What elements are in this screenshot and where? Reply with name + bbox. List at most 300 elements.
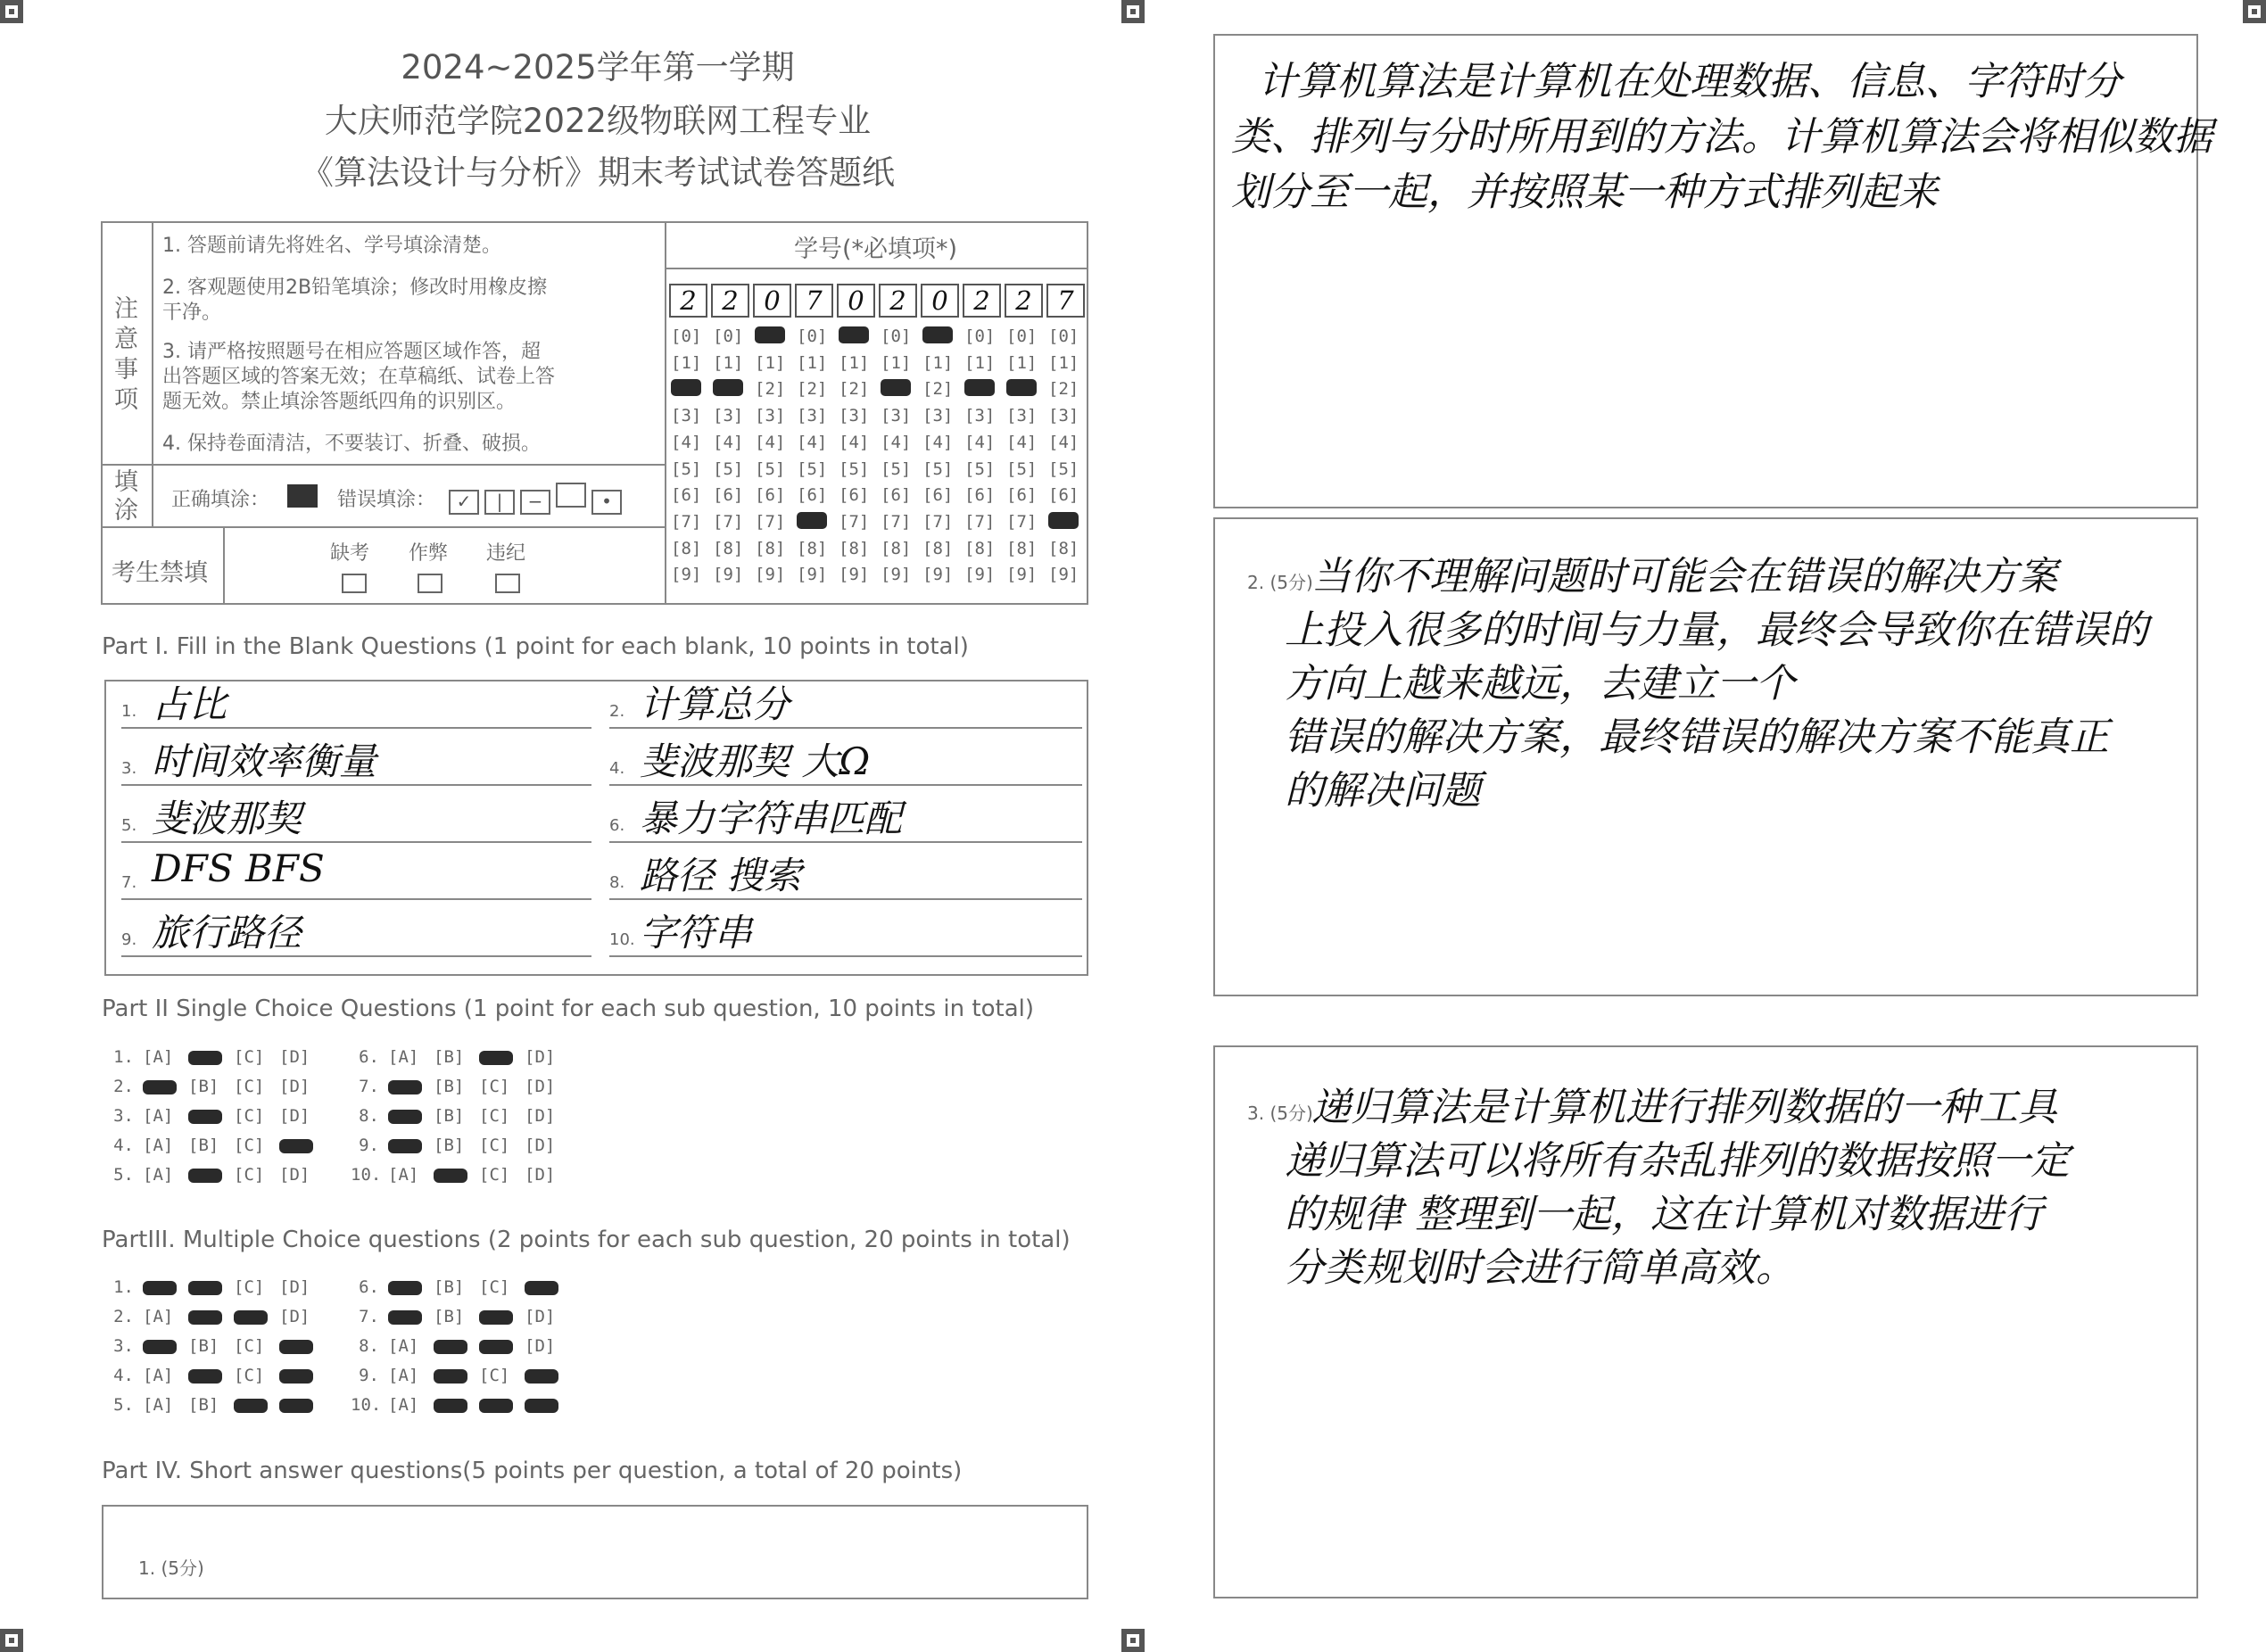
student-id-bubble[interactable]: [9]: [671, 565, 702, 585]
registration-mark-top-left: [0, 0, 23, 23]
part3-question-5: [105, 1395, 325, 1415]
blank-number: 2.: [609, 702, 625, 721]
part2-question-number: 8.: [359, 1106, 379, 1126]
part2-option-a[interactable]: [A]: [143, 1106, 174, 1126]
student-id-bubble[interactable]: [7]: [839, 511, 870, 532]
q1-label: 1. (5分): [138, 1557, 204, 1579]
cheat-checkbox[interactable]: [418, 574, 442, 593]
part2-question-number: 10.: [351, 1165, 382, 1185]
part3-option-d[interactable]: [D]: [279, 1307, 310, 1326]
part2-question-4: [105, 1136, 325, 1155]
student-id-bubble[interactable]: [3]: [1006, 406, 1038, 426]
a1-line-1: 计算机算法是计算机在处理数据、信息、字符时分: [1258, 59, 2121, 104]
part2-option-b[interactable]: [434, 1169, 467, 1183]
student-id-bubble[interactable]: [1]: [839, 352, 870, 373]
part2-question-7: [351, 1077, 570, 1096]
student-id-bubble[interactable]: [881, 379, 911, 396]
student-id-bubble[interactable]: [5]: [881, 458, 912, 479]
part2-question-5: [105, 1165, 325, 1185]
part2-option-d[interactable]: [D]: [525, 1165, 556, 1185]
student-id-bubble[interactable]: [4]: [797, 432, 828, 452]
student-id-bubble[interactable]: [5]: [797, 458, 828, 479]
wrong-fill-label: 错误填涂：: [337, 489, 436, 511]
student-id-bubble[interactable]: [8]: [671, 538, 702, 558]
part3-question-number: 5.: [113, 1395, 134, 1415]
student-id-bubble[interactable]: [1006, 379, 1037, 396]
part2-option-b[interactable]: [B]: [188, 1136, 219, 1155]
part3-option-c[interactable]: [C]: [234, 1336, 265, 1356]
absent-checkbox[interactable]: [342, 574, 367, 593]
part2-option-a[interactable]: [A]: [143, 1047, 174, 1067]
part3-option-c[interactable]: [C]: [234, 1366, 265, 1385]
student-id-bubble[interactable]: [7]: [755, 511, 786, 532]
part3-question-1: [105, 1277, 325, 1297]
blank-answer[interactable]: 占比: [152, 682, 227, 726]
student-id-digit-4: 7: [795, 284, 833, 318]
student-id-bubble[interactable]: [4]: [671, 432, 702, 452]
student-id-bubble[interactable]: [7]: [713, 511, 744, 532]
part3-question-number: 6.: [359, 1277, 379, 1297]
student-id-bubble[interactable]: [5]: [964, 458, 996, 479]
student-id-bubble[interactable]: [9]: [755, 565, 786, 585]
part3-option-b[interactable]: [188, 1281, 222, 1295]
student-id-bubble[interactable]: [3]: [839, 406, 870, 426]
blank-answer[interactable]: DFS BFS: [152, 847, 325, 890]
part2-option-b[interactable]: [B]: [434, 1077, 465, 1096]
part2-option-c[interactable]: [C]: [234, 1047, 265, 1067]
part3-option-d[interactable]: [525, 1399, 558, 1413]
student-id-bubble[interactable]: [6]: [1006, 485, 1038, 506]
part2-question-9: [351, 1136, 570, 1155]
student-id-digit-10: 7: [1046, 284, 1085, 318]
notice-item-2: 2. 客观题使用2B铅笔填涂；修改时用橡皮擦: [162, 277, 548, 299]
part3-option-d[interactable]: [525, 1369, 558, 1384]
notice-label: 注意事项: [114, 295, 138, 414]
part2-option-c[interactable]: [C]: [234, 1106, 265, 1126]
part2-option-a[interactable]: [388, 1139, 422, 1153]
student-id-bubble[interactable]: [3]: [713, 406, 744, 426]
student-id-bubble[interactable]: [9]: [1006, 565, 1038, 585]
part3-option-c[interactable]: [479, 1340, 513, 1354]
student-id-bubble[interactable]: [7]: [922, 511, 954, 532]
student-id-bubble[interactable]: [5]: [1048, 458, 1079, 479]
part2-question-3: [105, 1106, 325, 1126]
part3-question-number: 3.: [113, 1336, 134, 1356]
part3-option-c[interactable]: [C]: [479, 1366, 510, 1385]
student-id-bubble[interactable]: [1]: [1006, 352, 1038, 373]
part2-option-b[interactable]: [B]: [434, 1047, 465, 1067]
student-id-digit-8: 2: [963, 284, 1001, 318]
part2-option-a[interactable]: [388, 1110, 422, 1124]
blank-number: 1.: [121, 702, 137, 721]
student-id-digit-1: 2: [669, 284, 707, 318]
part2-option-d[interactable]: [D]: [279, 1165, 310, 1185]
part3-option-a[interactable]: [A]: [388, 1395, 419, 1415]
part2-option-a[interactable]: [143, 1080, 177, 1094]
part3-option-a[interactable]: [A]: [388, 1366, 419, 1385]
student-id-bubble[interactable]: [9]: [1048, 565, 1079, 585]
part3-question-number: 10.: [351, 1395, 382, 1415]
blank-answer[interactable]: 计算总分: [640, 682, 790, 726]
student-id-bubble[interactable]: [964, 379, 995, 396]
fill-guide-label: 填涂: [114, 468, 138, 525]
student-id-bubble[interactable]: [5]: [755, 458, 786, 479]
part3-question-2: [105, 1307, 325, 1326]
part2-question-6: [351, 1047, 570, 1067]
student-id-bubble[interactable]: [6]: [922, 485, 954, 506]
a3-line-4: 分类规划时会进行简单高效。: [1285, 1245, 1795, 1291]
part2-question-number: 5.: [113, 1165, 134, 1185]
registration-mark-bottom-left: [0, 1629, 23, 1652]
notice-item-4: 4. 保持卷面清洁，不要装订、折叠、破损。: [162, 433, 541, 455]
part2-option-d[interactable]: [279, 1139, 313, 1153]
restricted-label: 考生禁填: [112, 559, 208, 587]
student-id-bubble[interactable]: [6]: [881, 485, 912, 506]
cheat-label: 作弊: [409, 542, 449, 565]
blank-answer[interactable]: 字符串: [640, 911, 753, 954]
part3-option-d[interactable]: [D]: [525, 1307, 556, 1326]
student-id-bubble[interactable]: [1]: [922, 352, 954, 373]
student-id-bubble[interactable]: [755, 326, 785, 343]
part3-option-d[interactable]: [D]: [525, 1336, 556, 1356]
part3-option-c[interactable]: [234, 1310, 268, 1325]
student-id-bubble[interactable]: [8]: [922, 538, 954, 558]
student-id-bubble[interactable]: [3]: [922, 406, 954, 426]
part3-option-b[interactable]: [188, 1369, 222, 1384]
part2-question-number: 6.: [359, 1047, 379, 1067]
student-id-bubble[interactable]: [4]: [881, 432, 912, 452]
part3-option-a[interactable]: [143, 1340, 177, 1354]
student-id-digit-6: 2: [879, 284, 917, 318]
part2-option-c[interactable]: [C]: [479, 1077, 510, 1096]
a3-line-3: 的规律 整理到一起，这在计算机对数据进行: [1285, 1192, 2043, 1237]
part2-option-d[interactable]: [D]: [279, 1106, 310, 1126]
part2-question-number: 3.: [113, 1106, 134, 1126]
blank-number: 7.: [121, 873, 137, 892]
part3-option-c[interactable]: [C]: [479, 1277, 510, 1297]
blank-underline: [121, 898, 591, 900]
part2-question-2: [105, 1077, 325, 1096]
registration-mark-bottom-middle: [1121, 1629, 1145, 1652]
part2-option-d[interactable]: [D]: [525, 1136, 556, 1155]
student-id-bubble[interactable]: [1]: [1048, 352, 1079, 373]
blank-answer[interactable]: 暴力字符串匹配: [640, 797, 903, 840]
student-id-bubble[interactable]: [3]: [755, 406, 786, 426]
student-id-bubble[interactable]: [6]: [755, 485, 786, 506]
part4-heading: Part IV. Short answer questions(5 points per question, a total of 20 points): [102, 1458, 963, 1484]
student-id-bubble[interactable]: [7]: [881, 511, 912, 532]
student-id-bubble[interactable]: [1]: [964, 352, 996, 373]
student-id-bubble[interactable]: [9]: [839, 565, 870, 585]
part2-option-a[interactable]: [A]: [388, 1047, 419, 1067]
student-id-bubble[interactable]: [9]: [713, 565, 744, 585]
student-id-digit-7: 0: [921, 284, 959, 318]
part2-option-c[interactable]: [C]: [479, 1106, 510, 1126]
part2-option-d[interactable]: [D]: [279, 1077, 310, 1096]
student-id-bubble[interactable]: [0]: [964, 326, 996, 346]
violation-label: 违纪: [486, 542, 526, 565]
student-id-bubble[interactable]: [797, 512, 827, 529]
part2-option-d[interactable]: [D]: [525, 1077, 556, 1096]
violation-checkbox[interactable]: [495, 574, 520, 593]
blank-number: 8.: [609, 873, 625, 892]
student-id-bubble[interactable]: [1]: [881, 352, 912, 373]
part2-option-a[interactable]: [A]: [143, 1165, 174, 1185]
notice-item-3: 3. 请严格按照题号在相应答题区域作答，超: [162, 341, 541, 363]
part3-option-a[interactable]: [A]: [143, 1395, 174, 1415]
part2-question-10: [351, 1165, 570, 1185]
part3-option-a[interactable]: [A]: [143, 1307, 174, 1326]
student-id-bubble[interactable]: [7]: [671, 511, 702, 532]
part2-option-b[interactable]: [B]: [434, 1106, 465, 1126]
student-id-bubble[interactable]: [0]: [797, 326, 828, 346]
student-id-digit-9: 2: [1005, 284, 1043, 318]
student-id-bubble[interactable]: [5]: [1006, 458, 1038, 479]
student-id-bubble[interactable]: [1]: [671, 352, 702, 373]
part2-option-b[interactable]: [188, 1051, 222, 1065]
student-id-bubble[interactable]: [5]: [839, 458, 870, 479]
part3-question-9: [351, 1366, 570, 1385]
part2-option-c[interactable]: [C]: [234, 1165, 265, 1185]
notice-item-1: 1. 答题前请先将姓名、学号填涂清楚。: [162, 235, 501, 257]
part3-option-d[interactable]: [525, 1281, 558, 1295]
student-id-bubble[interactable]: [0]: [671, 326, 702, 346]
student-id-digit-3: 0: [753, 284, 791, 318]
part2-option-b[interactable]: [188, 1169, 222, 1183]
a2-line-5: 的解决问题: [1285, 768, 1481, 814]
student-id-bubble[interactable]: [6]: [671, 485, 702, 506]
part2-question-number: 2.: [113, 1077, 134, 1096]
student-id-bubble[interactable]: [2]: [839, 379, 870, 400]
student-id-bubble[interactable]: [8]: [839, 538, 870, 558]
blank-number: 3.: [121, 759, 137, 778]
part3-question-number: 4.: [113, 1366, 134, 1385]
student-id-bubble[interactable]: [1]: [797, 352, 828, 373]
student-id-bubble[interactable]: [6]: [797, 485, 828, 506]
student-id-bubble[interactable]: [1]: [713, 352, 744, 373]
part2-option-d[interactable]: [D]: [525, 1106, 556, 1126]
student-id-bubble[interactable]: [671, 379, 701, 396]
correct-fill-label: 正确填涂：: [171, 489, 270, 511]
student-id-bubble[interactable]: [9]: [964, 565, 996, 585]
q1-answer-box-start: [102, 1505, 1088, 1599]
student-id-bubble[interactable]: [0]: [713, 326, 744, 346]
part3-question-3: [105, 1336, 325, 1356]
part3-option-c[interactable]: [479, 1399, 513, 1413]
part3-question-6: [351, 1277, 570, 1297]
part2-option-c[interactable]: [C]: [479, 1165, 510, 1185]
part2-option-b[interactable]: [188, 1110, 222, 1124]
part3-question-number: 7.: [359, 1307, 379, 1326]
student-id-bubble[interactable]: [9]: [881, 565, 912, 585]
student-id-bubble[interactable]: [7]: [1006, 511, 1038, 532]
part2-heading: Part II Single Choice Questions (1 point for each sub question, 10 points in total): [102, 995, 1034, 1022]
part3-option-b[interactable]: [188, 1310, 222, 1325]
student-id-bubble[interactable]: [4]: [1006, 432, 1038, 452]
student-id-bubble[interactable]: [2]: [1048, 379, 1079, 400]
registration-mark-top-right: [2243, 0, 2266, 23]
notice-item-3b: 出答题区域的答案无效；在草稿纸、试卷上答: [162, 366, 556, 388]
student-id-digit-5: 0: [837, 284, 875, 318]
part3-option-c[interactable]: [234, 1399, 268, 1413]
student-id-bubble[interactable]: [3]: [881, 406, 912, 426]
part3-question-4: [105, 1366, 325, 1385]
student-id-bubble[interactable]: [3]: [671, 406, 702, 426]
blank-answer[interactable]: 时间效率衡量: [152, 739, 377, 783]
part3-option-a[interactable]: [388, 1281, 422, 1295]
student-id-bubble[interactable]: [0]: [881, 326, 912, 346]
part3-question-number: 1.: [113, 1277, 134, 1297]
part1-heading: Part I. Fill in the Blank Questions (1 point for each blank, 10 points in total): [102, 633, 969, 660]
student-id-bubble[interactable]: [713, 379, 743, 396]
part3-question-8: [351, 1336, 570, 1356]
blank-number: 4.: [609, 759, 625, 778]
part3-option-b[interactable]: [434, 1340, 467, 1354]
student-id-bubble[interactable]: [7]: [964, 511, 996, 532]
part3-heading: PartIII. Multiple Choice questions (2 points for each sub question, 20 points in total): [102, 1227, 1071, 1253]
part3-option-b[interactable]: [434, 1369, 467, 1384]
part3-option-b[interactable]: [B]: [188, 1395, 219, 1415]
part3-option-a[interactable]: [388, 1310, 422, 1325]
student-id-bubble[interactable]: [4]: [922, 432, 954, 452]
student-id-bubble[interactable]: [4]: [713, 432, 744, 452]
part2-option-c[interactable]: [C]: [234, 1136, 265, 1155]
part3-option-d[interactable]: [279, 1369, 313, 1384]
a1-line-3: 划分至一起，并按照某一种方式排列起来: [1231, 169, 1938, 215]
blank-answer[interactable]: 斐波那契: [152, 797, 302, 840]
student-id-bubble[interactable]: [6]: [839, 485, 870, 506]
q2-label: 2. (5分): [1247, 572, 1313, 593]
part3-option-b[interactable]: [B]: [434, 1307, 465, 1326]
registration-mark-top-middle: [1121, 0, 1145, 23]
a1-line-2: 类、排列与分时所用到的方法。计算机算法会将相似数据: [1231, 114, 2212, 160]
student-id-digit-2: 2: [711, 284, 749, 318]
notice-item-2b: 干净。: [162, 301, 222, 324]
exam-title: 《算法设计与分析》期末考试试卷答题纸: [301, 153, 895, 192]
part2-question-8: [351, 1106, 570, 1126]
blank-number: 5.: [121, 816, 137, 835]
a2-line-1: 当你不理解问题时可能会在错误的解决方案: [1311, 554, 2057, 599]
student-id-bubble[interactable]: [6]: [713, 485, 744, 506]
part3-option-c[interactable]: [479, 1310, 513, 1325]
part2-option-c[interactable]: [479, 1051, 513, 1065]
part3-option-d[interactable]: [279, 1399, 313, 1413]
student-id-bubble[interactable]: [3]: [964, 406, 996, 426]
student-id-bubble[interactable]: [2]: [922, 379, 954, 400]
student-id-bubble[interactable]: [0]: [1006, 326, 1038, 346]
student-id-bubble[interactable]: [0]: [1048, 326, 1079, 346]
student-id-bubble[interactable]: [3]: [1048, 406, 1079, 426]
part3-question-number: 8.: [359, 1336, 379, 1356]
part3-option-a[interactable]: [A]: [388, 1336, 419, 1356]
student-id-bubble[interactable]: [1]: [755, 352, 786, 373]
blank-answer[interactable]: 路径 搜索: [640, 854, 802, 897]
part3-option-b[interactable]: [B]: [434, 1277, 465, 1297]
student-id-bubble[interactable]: [6]: [1048, 485, 1079, 506]
exam-term: 2024~2025学年第一学期: [401, 48, 795, 87]
part3-option-a[interactable]: [A]: [143, 1366, 174, 1385]
student-id-bubble[interactable]: [5]: [922, 458, 954, 479]
student-id-bubble[interactable]: [839, 326, 869, 343]
q3-label: 3. (5分): [1247, 1103, 1313, 1124]
student-id-bubble[interactable]: [6]: [964, 485, 996, 506]
part3-option-c[interactable]: [C]: [234, 1277, 265, 1297]
absent-label: 缺考: [330, 542, 370, 565]
student-id-bubble[interactable]: [8]: [713, 538, 744, 558]
part2-option-b[interactable]: [B]: [188, 1077, 219, 1096]
student-id-bubble[interactable]: [8]: [964, 538, 996, 558]
blank-answer[interactable]: 旅行路径: [152, 911, 302, 954]
student-id-bubble[interactable]: [9]: [922, 565, 954, 585]
part2-question-1: [105, 1047, 325, 1067]
a3-line-1: 递归算法是计算机进行排列数据的一种工具: [1311, 1085, 2057, 1130]
part3-option-a[interactable]: [143, 1281, 177, 1295]
a2-line-2: 上投入很多的时间与力量，最终会导致你在错误的: [1285, 607, 2148, 653]
blank-answer[interactable]: 斐波那契 大Ω: [640, 739, 871, 783]
correct-fill-sample: [287, 484, 318, 508]
wrong-fill-samples: ✓ | − •: [449, 483, 622, 515]
student-id-bubble[interactable]: [8]: [1006, 538, 1038, 558]
student-id-bubble[interactable]: [922, 326, 953, 343]
part2-option-a[interactable]: [A]: [143, 1136, 174, 1155]
student-id-bubble[interactable]: [2]: [755, 379, 786, 400]
part2-option-d[interactable]: [D]: [525, 1047, 556, 1067]
blank-number: 10.: [609, 930, 635, 949]
part3-option-d[interactable]: [279, 1340, 313, 1354]
part2-question-number: 7.: [359, 1077, 379, 1096]
student-id-bubble[interactable]: [1048, 512, 1079, 529]
student-id-bubble[interactable]: [4]: [839, 432, 870, 452]
part3-question-7: [351, 1307, 570, 1326]
student-id-bubble[interactable]: [4]: [1048, 432, 1079, 452]
part2-option-d[interactable]: [D]: [279, 1047, 310, 1067]
part2-option-c[interactable]: [C]: [479, 1136, 510, 1155]
part2-option-a[interactable]: [388, 1080, 422, 1094]
part2-option-a[interactable]: [A]: [388, 1165, 419, 1185]
blank-number: 9.: [121, 930, 137, 949]
student-id-bubble[interactable]: [9]: [797, 565, 828, 585]
part3-option-d[interactable]: [D]: [279, 1277, 310, 1297]
part2-option-b[interactable]: [B]: [434, 1136, 465, 1155]
notice-item-3c: 题无效。禁止填涂答题纸四角的识别区。: [162, 391, 517, 413]
student-id-bubble[interactable]: [4]: [964, 432, 996, 452]
student-id-bubble[interactable]: [8]: [1048, 538, 1079, 558]
a3-line-2: 递归算法可以将所有杂乱排列的数据按照一定: [1285, 1138, 2070, 1184]
part3-option-b[interactable]: [B]: [188, 1336, 219, 1356]
exam-school: 大庆师范学院2022级物联网工程专业: [324, 102, 872, 140]
part3-question-number: 9.: [359, 1366, 379, 1385]
blank-number: 6.: [609, 816, 625, 835]
part3-question-number: 2.: [113, 1307, 134, 1326]
student-id-bubble[interactable]: [3]: [797, 406, 828, 426]
part3-question-10: [351, 1395, 570, 1415]
a2-line-4: 错误的解决方案，最终错误的解决方案不能真正: [1285, 714, 2109, 760]
part2-question-number: 1.: [113, 1047, 134, 1067]
student-id-bubble[interactable]: [5]: [671, 458, 702, 479]
student-id-bubble[interactable]: [2]: [797, 379, 828, 400]
a2-line-3: 方向上越来越远，去建立一个: [1285, 661, 1795, 706]
part2-question-number: 9.: [359, 1136, 379, 1155]
part3-option-b[interactable]: [434, 1399, 467, 1413]
student-id-bubble[interactable]: [4]: [755, 432, 786, 452]
student-id-bubble[interactable]: [8]: [881, 538, 912, 558]
student-id-label: 学号(*必填项*): [794, 235, 958, 263]
part2-question-number: 4.: [113, 1136, 134, 1155]
student-id-bubble[interactable]: [8]: [797, 538, 828, 558]
student-id-bubble[interactable]: [8]: [755, 538, 786, 558]
part2-option-c[interactable]: [C]: [234, 1077, 265, 1096]
student-id-bubble[interactable]: [5]: [713, 458, 744, 479]
